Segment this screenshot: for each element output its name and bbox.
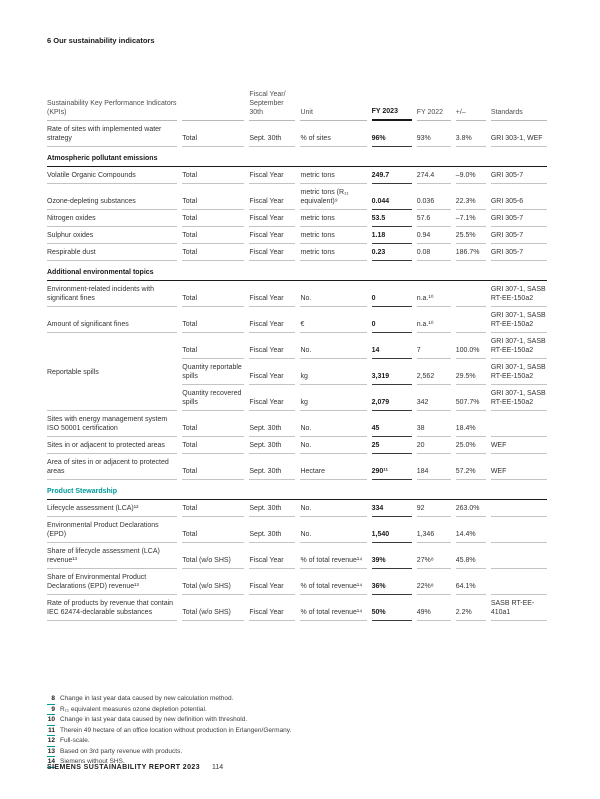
cell-name: Environment-related incidents with significant fines: [47, 281, 177, 307]
footnote-number: 12: [47, 736, 55, 747]
kpi-row: [47, 437, 547, 454]
cell-scope: Total: [182, 307, 244, 333]
cell-change: 25.0%: [456, 437, 486, 454]
cell-fiscal: Sept. 30th: [249, 121, 295, 147]
cell-scope: Total: [182, 167, 244, 184]
footnote: [47, 736, 291, 747]
cell-standards: SASB RT-EE-410a1: [491, 595, 547, 621]
cell-change: 18.4%: [456, 411, 486, 437]
cell-fiscal: Fiscal Year: [249, 244, 295, 261]
cell-fy2023: 1,540: [372, 517, 412, 543]
col-header-change: +/–: [456, 88, 486, 121]
cell-scope: Total (w/o SHS): [182, 595, 244, 621]
cell-fy2022: 342: [417, 385, 451, 411]
footnote-text: Based on 3rd party revenue with products.: [60, 747, 183, 755]
cell-fy2022: 2,562: [417, 359, 451, 385]
col-header-kpi: Sustainability Key Performance Indicators (KPIs): [47, 88, 177, 121]
kpi-row: [47, 543, 547, 569]
cell-unit: kg: [300, 385, 366, 411]
cell-fy2022: n.a.¹⁰: [417, 307, 451, 333]
kpi-row: [47, 595, 547, 621]
cell-fy2023: 0.23: [372, 244, 412, 261]
cell-scope: Quantity recovered spills: [182, 385, 244, 411]
cell-fy2023: 334: [372, 500, 412, 517]
cell-fiscal: Sept. 30th: [249, 517, 295, 543]
cell-name: Ozone-depleting substances: [47, 184, 177, 210]
footnote-text: Change in last year data caused by new definition with threshold.: [60, 716, 248, 723]
cell-fy2023: 0.044: [372, 184, 412, 210]
cell-fy2022: 274.4: [417, 167, 451, 184]
cell-change: 2.2%: [456, 595, 486, 621]
footnote-number: 14: [47, 757, 55, 768]
cell-scope: Total: [182, 411, 244, 437]
cell-scope: Total: [182, 244, 244, 261]
cell-fy2022: 0.08: [417, 244, 451, 261]
footnote-number: 13: [47, 747, 55, 758]
cell-standards: GRI 307-1, SASB RT-EE-150a2: [491, 333, 547, 359]
kpi-row: [47, 184, 547, 210]
kpi-table-header: [47, 88, 547, 121]
footnote-text: Change in last year data caused by new calculation method.: [60, 695, 234, 702]
cell-change: 3.8%: [456, 121, 486, 147]
kpi-row: [47, 333, 547, 359]
kpi-row: [47, 411, 547, 437]
cell-change: –7.1%: [456, 210, 486, 227]
cell-fiscal: Fiscal Year: [249, 595, 295, 621]
cell-unit: kg: [300, 359, 366, 385]
cell-fy2023: 0: [372, 281, 412, 307]
cell-name: Amount of significant fines: [47, 307, 177, 333]
cell-unit: metric tons: [300, 167, 366, 184]
footnote-number: 10: [47, 715, 55, 726]
col-header-scope: [182, 88, 244, 121]
cell-unit: No.: [300, 333, 366, 359]
cell-fy2022: 92: [417, 500, 451, 517]
cell-unit: No.: [300, 437, 366, 454]
cell-change: 186.7%: [456, 244, 486, 261]
footnotes: [47, 694, 291, 768]
footnote: [47, 726, 291, 737]
cell-scope: Total: [182, 517, 244, 543]
cell-fy2022: 0.036: [417, 184, 451, 210]
page-title: 6 Our sustainability indicators: [47, 36, 155, 45]
cell-scope: Total: [182, 210, 244, 227]
cell-fy2022: 1,346: [417, 517, 451, 543]
cell-fiscal: Fiscal Year: [249, 543, 295, 569]
cell-standards: [491, 411, 547, 437]
cell-unit: % of sites: [300, 121, 366, 147]
cell-fy2022: 7: [417, 333, 451, 359]
cell-standards: GRI 305-7: [491, 167, 547, 184]
kpi-row: [47, 244, 547, 261]
kpi-row: [47, 227, 547, 244]
cell-standards: GRI 303-1, WEF: [491, 121, 547, 147]
footnote: [47, 694, 291, 705]
cell-scope: Total: [182, 454, 244, 480]
kpi-table: [42, 88, 552, 621]
cell-change: 263.0%: [456, 500, 486, 517]
cell-name: Reportable spills: [47, 333, 177, 411]
cell-fiscal: Fiscal Year: [249, 569, 295, 595]
section-header: Product Stewardship: [47, 480, 547, 500]
cell-standards: GRI 307-1, SASB RT-EE-150a2: [491, 281, 547, 307]
cell-fiscal: Fiscal Year: [249, 281, 295, 307]
footnote-text: R₁₁ equivalent measures ozone depletion potential.: [60, 705, 207, 713]
cell-standards: WEF: [491, 454, 547, 480]
cell-name: Sites in or adjacent to protected areas: [47, 437, 177, 454]
cell-change: 57.2%: [456, 454, 486, 480]
cell-unit: % of total revenue¹⁴: [300, 543, 366, 569]
cell-fiscal: Fiscal Year: [249, 333, 295, 359]
cell-standards: GRI 305-7: [491, 244, 547, 261]
cell-scope: Total: [182, 500, 244, 517]
cell-change: 45.8%: [456, 543, 486, 569]
cell-name: Sites with energy management system ISO 50001 certification: [47, 411, 177, 437]
cell-change: 507.7%: [456, 385, 486, 411]
cell-standards: [491, 569, 547, 595]
cell-unit: €: [300, 307, 366, 333]
cell-name: Volatile Organic Compounds: [47, 167, 177, 184]
cell-fy2023: 53.5: [372, 210, 412, 227]
cell-fy2022: 0.94: [417, 227, 451, 244]
cell-fy2023: 25: [372, 437, 412, 454]
cell-fiscal: Fiscal Year: [249, 227, 295, 244]
cell-standards: GRI 305-7: [491, 210, 547, 227]
footnote: [47, 705, 291, 716]
cell-fiscal: Sept. 30th: [249, 500, 295, 517]
cell-change: –9.0%: [456, 167, 486, 184]
cell-fy2023: 96%: [372, 121, 412, 147]
cell-fiscal: Sept. 30th: [249, 411, 295, 437]
section-header: Atmospheric pollutant emissions: [47, 147, 547, 167]
cell-unit: No.: [300, 411, 366, 437]
cell-fy2022: n.a.¹⁰: [417, 281, 451, 307]
cell-standards: GRI 307-1, SASB RT-EE-150a2: [491, 385, 547, 411]
cell-fiscal: Fiscal Year: [249, 167, 295, 184]
cell-standards: GRI 305-6: [491, 184, 547, 210]
cell-change: 14.4%: [456, 517, 486, 543]
col-header-fy2022: FY 2022: [417, 88, 451, 121]
cell-unit: Hectare: [300, 454, 366, 480]
cell-scope: Total (w/o SHS): [182, 569, 244, 595]
cell-fiscal: Fiscal Year: [249, 307, 295, 333]
cell-standards: [491, 500, 547, 517]
cell-scope: Total: [182, 437, 244, 454]
cell-unit: metric tons: [300, 244, 366, 261]
cell-fy2022: 184: [417, 454, 451, 480]
cell-fy2022: 20: [417, 437, 451, 454]
kpi-row: [47, 210, 547, 227]
report-title: SIEMENS SUSTAINABILITY REPORT 2023: [47, 764, 200, 771]
footnote: [47, 715, 291, 726]
kpi-row: [47, 167, 547, 184]
cell-standards: [491, 517, 547, 543]
cell-unit: % of total revenue¹⁴: [300, 569, 366, 595]
kpi-row: [47, 500, 547, 517]
cell-name: Area of sites in or adjacent to protected areas: [47, 454, 177, 480]
cell-scope: Quantity reportable spills: [182, 359, 244, 385]
cell-unit: % of total revenue¹⁴: [300, 595, 366, 621]
cell-name: Respirable dust: [47, 244, 177, 261]
cell-name: Environmental Product Declarations (EPD): [47, 517, 177, 543]
footnote-text: Siemens without SHS.: [60, 758, 125, 765]
footnote-number: 11: [47, 726, 55, 737]
cell-change: [456, 307, 486, 333]
footnote-number: 8: [47, 694, 55, 705]
cell-fy2023: 39%: [372, 543, 412, 569]
cell-standards: GRI 307-1, SASB RT-EE-150a2: [491, 307, 547, 333]
cell-name: Sulphur oxides: [47, 227, 177, 244]
cell-fiscal: Sept. 30th: [249, 437, 295, 454]
cell-scope: Total: [182, 333, 244, 359]
cell-change: 64.1%: [456, 569, 486, 595]
cell-name: Share of Environmental Product Declarations (EPD) revenue¹³: [47, 569, 177, 595]
cell-fiscal: Fiscal Year: [249, 385, 295, 411]
kpi-row: [47, 569, 547, 595]
cell-name: Share of lifecycle assessment (LCA) revenue¹³: [47, 543, 177, 569]
cell-fiscal: Fiscal Year: [249, 184, 295, 210]
cell-fy2023: 14: [372, 333, 412, 359]
cell-change: 25.5%: [456, 227, 486, 244]
cell-fiscal: Fiscal Year: [249, 210, 295, 227]
footnote-text: Therein 49 hectare of an office location without production in Erlangen/Germany.: [60, 726, 292, 734]
kpi-row: [47, 454, 547, 480]
kpi-row: [47, 281, 547, 307]
cell-name: Rate of sites with implemented water strategy: [47, 121, 177, 147]
cell-change: [456, 281, 486, 307]
col-header-standards: Standards: [491, 88, 547, 121]
cell-change: 22.3%: [456, 184, 486, 210]
section-header: Additional environmental topics: [47, 261, 547, 281]
cell-fiscal: Fiscal Year: [249, 359, 295, 385]
cell-fy2023: 50%: [372, 595, 412, 621]
cell-unit: metric tons (R₁₁ equivalent)⁹: [300, 184, 366, 210]
kpi-row: [47, 517, 547, 543]
cell-fy2023: 45: [372, 411, 412, 437]
cell-scope: Total: [182, 184, 244, 210]
cell-change: 29.5%: [456, 359, 486, 385]
col-header-fy2023: FY 2023: [372, 88, 412, 121]
cell-fiscal: Sept. 30th: [249, 454, 295, 480]
page-footer: [47, 764, 223, 771]
cell-fy2023: 0: [372, 307, 412, 333]
cell-fy2022: 57.6: [417, 210, 451, 227]
footnote-number: 9: [47, 705, 55, 716]
cell-fy2023: 36%: [372, 569, 412, 595]
page-number: 114: [211, 764, 224, 771]
cell-standards: GRI 307-1, SASB RT-EE-150a2: [491, 359, 547, 385]
cell-scope: Total (w/o SHS): [182, 543, 244, 569]
cell-name: Rate of products by revenue that contain IEC 62474-declarable substances: [47, 595, 177, 621]
col-header-fiscal: Fiscal Year/ September 30th: [249, 88, 295, 121]
cell-fy2022: 22%⁸: [417, 569, 451, 595]
cell-fy2022: 38: [417, 411, 451, 437]
cell-unit: No.: [300, 500, 366, 517]
kpi-row: [47, 307, 547, 333]
cell-unit: No.: [300, 281, 366, 307]
cell-fy2022: 27%⁸: [417, 543, 451, 569]
footnote-text: Full-scale.: [60, 737, 90, 744]
cell-unit: metric tons: [300, 227, 366, 244]
cell-unit: metric tons: [300, 210, 366, 227]
cell-unit: No.: [300, 517, 366, 543]
kpi-row: [47, 121, 547, 147]
cell-fy2023: 290¹¹: [372, 454, 412, 480]
cell-name: Lifecycle assessment (LCA)¹²: [47, 500, 177, 517]
cell-standards: WEF: [491, 437, 547, 454]
cell-name: Nitrogen oxides: [47, 210, 177, 227]
cell-fy2022: 49%: [417, 595, 451, 621]
cell-fy2022: 93%: [417, 121, 451, 147]
cell-change: 100.0%: [456, 333, 486, 359]
cell-fy2023: 3,319: [372, 359, 412, 385]
kpi-table-body: [47, 121, 547, 621]
footnote: [47, 747, 291, 758]
cell-fy2023: 1.18: [372, 227, 412, 244]
col-header-unit: Unit: [300, 88, 366, 121]
cell-scope: Total: [182, 227, 244, 244]
cell-standards: [491, 543, 547, 569]
cell-scope: Total: [182, 281, 244, 307]
cell-fy2023: 249.7: [372, 167, 412, 184]
cell-scope: Total: [182, 121, 244, 147]
cell-fy2023: 2,079: [372, 385, 412, 411]
cell-standards: GRI 305-7: [491, 227, 547, 244]
